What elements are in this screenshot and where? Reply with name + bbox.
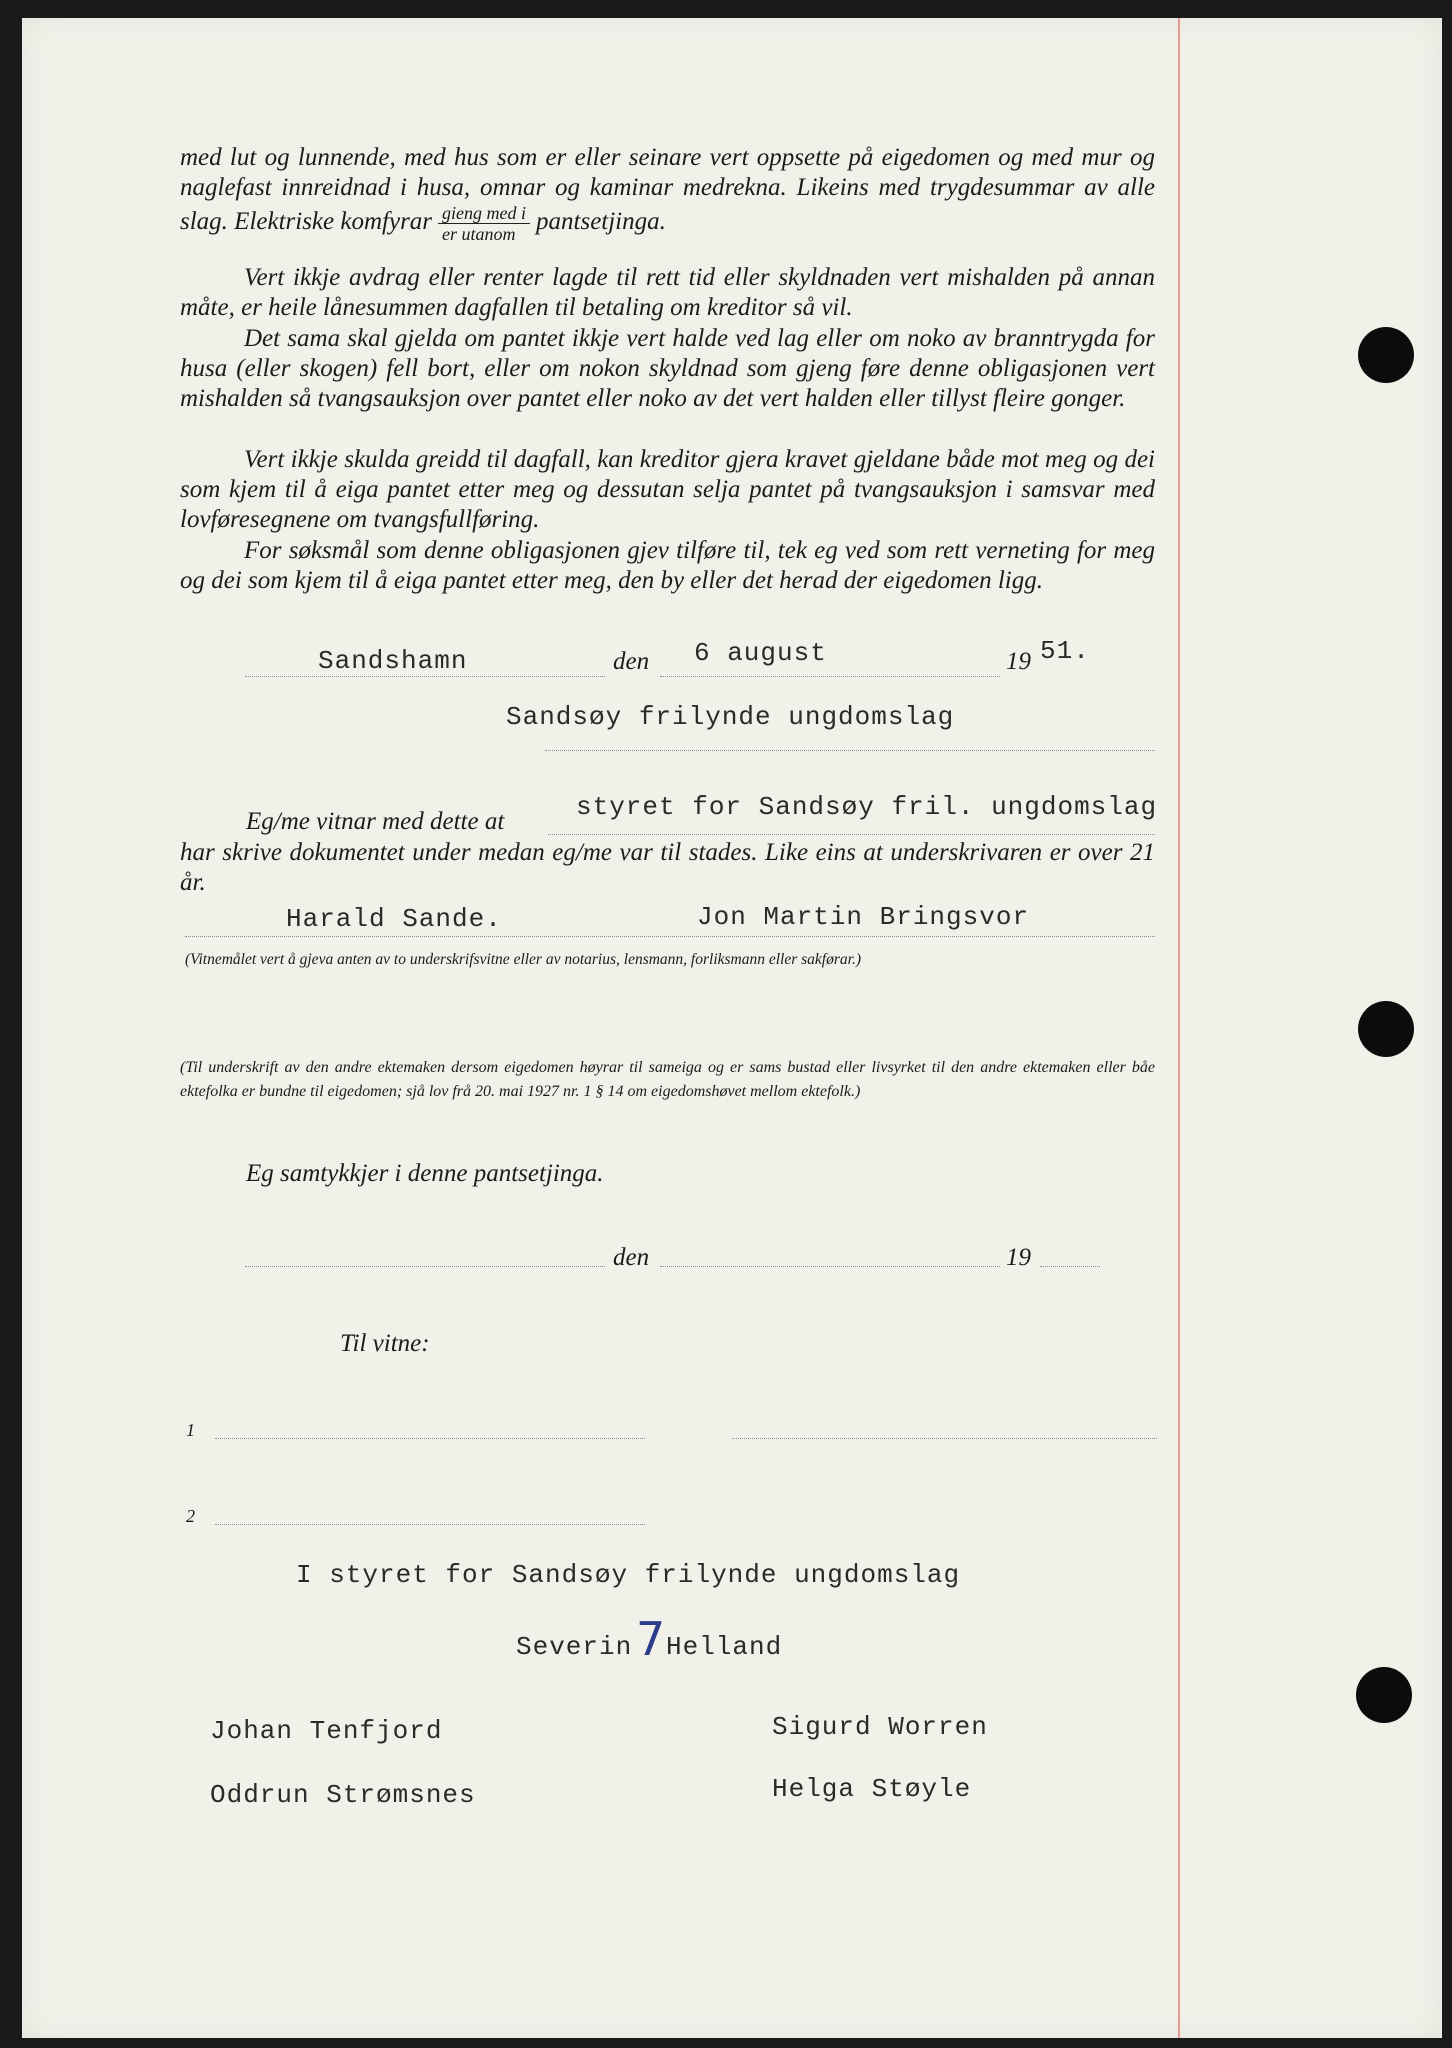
spouse-consent-note: (Til underskrift av den andre ektemaken dersom eigedomen høyrar til sameiga og er sams bustad eller livsyrket til den andre ektemaken eller båe ektefolka er bundne til eigedomen; sjå lov frå 20. mai 1927 nr. 1 § 14 om eigedomshøvet mellom ektefolk.) xyxy=(180,1059,1155,1100)
board-member-1: Johan Tenfjord xyxy=(210,1716,443,1746)
witness-slot-1-line xyxy=(215,1438,645,1439)
chair-last-name: Helland xyxy=(666,1632,783,1662)
paragraph-insurance: Det sama skal gjelda om pantet ikkje vert halde ved lag eller om noko av branntrygda for husa (eller skogen) fell bort, eller om nokon skyldnad som gjeng føre denne obligasjonen vert mishalden så tvangsauksjon over pantet eller noko av det vert halden eller tillyst fleire gonger. xyxy=(180,325,1155,412)
collateral-end: pantsetjinga. xyxy=(536,208,666,236)
witness-2-name: Jon Martin Bringsvor xyxy=(697,902,1030,932)
binder-hole-middle xyxy=(1358,1001,1414,1057)
witness-slot-1-number: 1 xyxy=(186,1420,195,1440)
consent-date-line xyxy=(660,1266,1000,1267)
witness-note: (Vitnemålet vert å gjeva anten av to underskrifsvitne eller av notarius, lensmann, forliksmann eller sakførar.) xyxy=(185,951,861,968)
witness-slot-2-number: 2 xyxy=(186,1506,195,1526)
red-margin-line xyxy=(1178,18,1180,2038)
consent-text: Eg samtykkjer i denne pantsetjinga. xyxy=(246,1160,604,1187)
witness-signer-value: styret for Sandsøy fril. ungdomslag xyxy=(576,792,1158,822)
board-member-3: Oddrun Strømsnes xyxy=(210,1780,476,1810)
paragraph-enforcement: Vert ikkje skulda greidd til dagfall, kan kreditor gjera kravet gjeldane både mot meg og dei som kjem til å eiga pantet etter meg og dessutan selja pantet på tvangsauksjon i samsvar med lovføresegnene om tvangsfullføring. xyxy=(180,446,1155,533)
board-member-4: Helga Støyle xyxy=(772,1774,972,1804)
witness-slot-2-line xyxy=(215,1524,645,1525)
collateral-text: med lut og lunnende, med hus som er eller seinare vert oppsette på eigedomen og med mur og naglefast innreidnad i husa, omnar og kaminar medrekna. Likeins med trygdesummar av alle slag. Elektriske komfyrar xyxy=(180,144,1155,236)
witness-1-name: Harald Sande. xyxy=(286,904,502,934)
consent-den-label: den xyxy=(613,1244,650,1271)
consent-year-line xyxy=(1040,1266,1100,1267)
witness-slot-1b-line xyxy=(732,1438,1157,1439)
board-member-2: Sigurd Worren xyxy=(772,1712,988,1742)
witness-names-line xyxy=(185,936,1155,937)
chair-first-name: Severin xyxy=(516,1632,633,1662)
fraction-top: gieng med i xyxy=(438,203,530,224)
paragraph-default: Vert ikkje avdrag eller renter lagde til rett tid eller skyldnaden vert mishalden på annan måte, er heile lånesummen dagfallen til betaling om kreditor så vil. xyxy=(180,264,1155,321)
paragraph-collateral xyxy=(180,143,1155,244)
til-vitne-label: Til vitne: xyxy=(340,1330,430,1357)
place-value: Sandshamn xyxy=(318,646,468,676)
board-heading: I styret for Sandsøy frilynde ungdomslag xyxy=(296,1560,961,1590)
year-prefix: 19 xyxy=(1006,648,1031,675)
paragraph-jurisdiction: For søksmål som denne obligasjonen gjev tilføre til, tek eg ved som rett verneting for meg og dei som kjem til å eiga pantet etter meg, den by eller det herad der eigedomen ligg. xyxy=(180,537,1155,594)
debtor-line xyxy=(545,750,1155,751)
binder-hole-top xyxy=(1358,327,1414,383)
date-den-label: den xyxy=(613,648,650,675)
place-line xyxy=(245,676,605,677)
consent-place-line xyxy=(245,1266,605,1267)
witness-statement-prefix: Eg/me vitnar med dette at xyxy=(246,808,505,835)
signer-line xyxy=(548,834,1155,835)
consent-year-prefix: 19 xyxy=(1006,1244,1031,1271)
stove-fraction xyxy=(438,203,530,244)
witness-statement-rest: har skrive dokumentet under medan eg/me var til stades. Like eins at underskrivaren er over 21 år. xyxy=(180,839,1155,896)
fraction-bottom: er utanom xyxy=(442,224,516,244)
chair-handwritten-initial: 7 xyxy=(636,1612,666,1666)
debtor-name: Sandsøy frilynde ungdomslag xyxy=(506,702,955,732)
date-line xyxy=(660,676,1000,677)
binder-hole-bottom xyxy=(1356,1667,1412,1723)
date-value: 6 august xyxy=(694,638,827,668)
year-value: 51. xyxy=(1040,636,1090,666)
